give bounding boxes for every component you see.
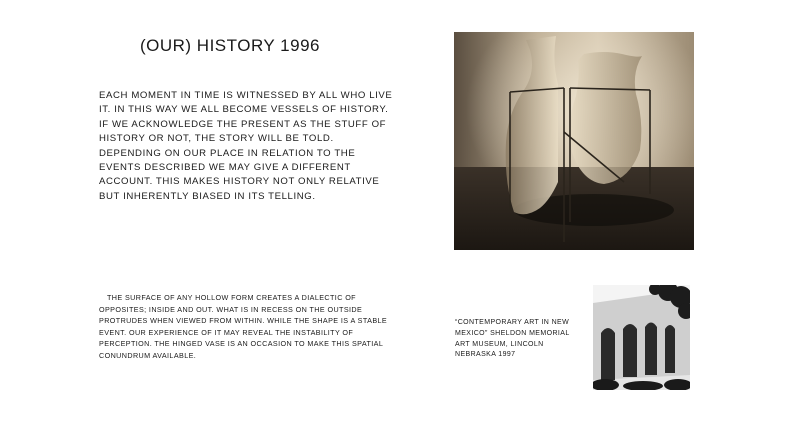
museum-exterior-photo: [593, 285, 690, 390]
hinged-vase-photo: [454, 32, 694, 250]
essay-text: THE SURFACE OF ANY HOLLOW FORM CREATES A DIALECTIC OF OPPOSITES; INSIDE AND OUT. WHAT IS IN RECESS ON THE OUTSIDE PROTRUDES WHEN VIEWED FROM WITHIN. WHILE THE SHAPE IS A STABLE EVENT. OUR EXPERIENCE OF IT MAY REVEAL THE INSTABILITY OF PERCEPTION. THE HINGED VASE IS AN OCCASION TO MAKE THIS SPATIAL CONUNDRUM AVAILABLE.: [99, 293, 388, 360]
photo-caption: “CONTEMPORARY ART IN NEW MEXICO” SHELDON MEMORIAL ART MUSEUM, LINCOLN NEBRASKA 1997: [455, 319, 570, 359]
page-title: (OUR) HISTORY 1996: [139, 36, 320, 55]
intro-text: EACH MOMENT IN TIME IS WITNESSED BY ALL WHO LIVE IT. IN THIS WAY WE ALL BECOME VESSELS OF HISTORY. IF WE ACKNOWLEDGE THE PRESENT AS THE STUFF OF HISTORY OR NOT, THE STORY WILL BE TOLD. DEPENDING ON OUR PLACE IN RELATION TO THE EVENTS DESCRIBED WE MAY GIVE A DIFFERENT ACCOUNT. THIS MAKES HISTORY NOT ONLY RELATIVE BUT INHERENTLY BIASED IN ITS TELLING.: [99, 90, 393, 202]
